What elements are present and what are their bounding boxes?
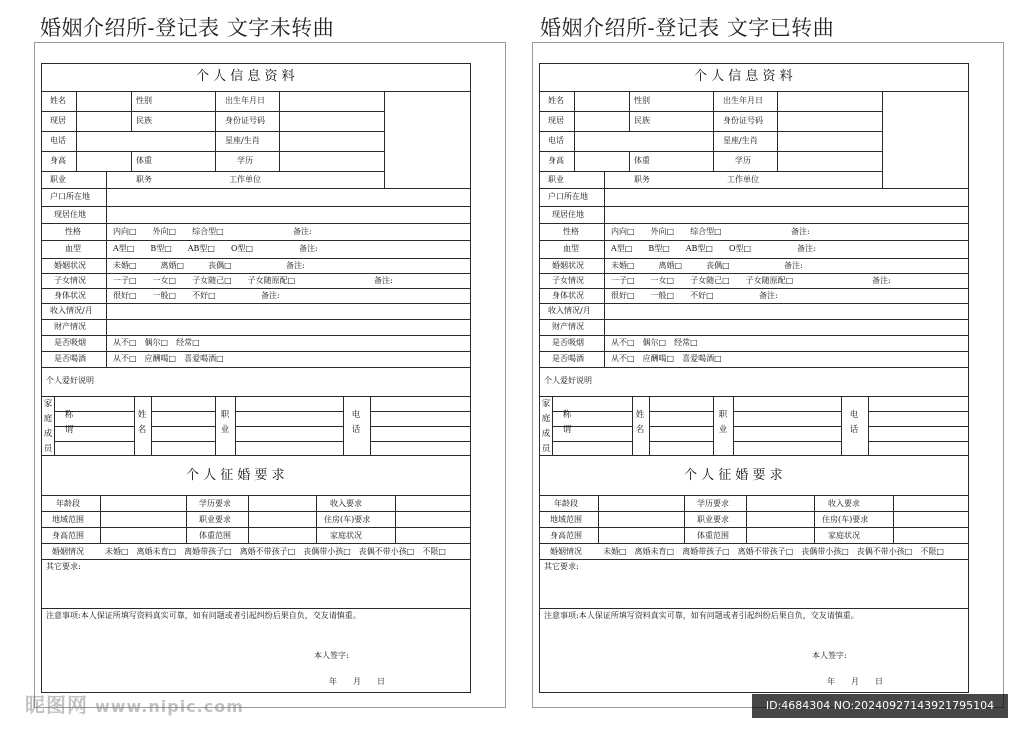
personal-info-header: 个 人 信 息 资 料 — [196, 69, 295, 84]
label-age-range: 年龄段 — [56, 499, 80, 508]
blood-note: 备注: — [299, 244, 318, 253]
label-age-range: 年龄段 — [554, 499, 578, 508]
label-position: 职务 — [136, 175, 152, 184]
health-note: 备注: — [759, 291, 778, 300]
label-family-job: 职业 — [718, 410, 728, 435]
label-smoke: 是否吸烟 — [54, 338, 86, 347]
label-height-range: 身高范围 — [550, 531, 582, 540]
label-income-request: 收入要求 — [330, 499, 362, 508]
label-smoke: 是否吸烟 — [552, 338, 584, 347]
health-options: 很好□ 一般□ 不好□ — [113, 291, 216, 300]
label-req-marital: 婚姻情况 — [52, 547, 84, 556]
label-family-relation: 称谓 — [562, 410, 572, 435]
label-job: 职业 — [548, 175, 564, 184]
label-assets: 财产情况 — [552, 322, 584, 331]
label-height: 身高 — [548, 156, 564, 165]
label-hobby: 个人爱好说明 — [46, 376, 94, 385]
nipic-watermark — [25, 690, 265, 720]
notice-text: 注意事项:本人保证所填写资料真实可靠，如有问题或者引起纠纷后果自负，交友请慎重。 — [46, 611, 361, 620]
blood-options: A型□ B型□ AB型□ O型□ — [113, 244, 254, 253]
label-family-name: 姓名 — [137, 410, 147, 435]
label-employer: 工作单位 — [229, 175, 261, 184]
label-phone: 电话 — [548, 136, 564, 145]
label-position: 职务 — [634, 175, 650, 184]
label-region-range: 地域范围 — [550, 515, 582, 524]
personality-note: 备注: — [293, 227, 312, 236]
smoke-options: 从不□ 偶尔□ 经常□ — [611, 338, 698, 347]
label-phone: 电话 — [50, 136, 66, 145]
label-income: 收入情况/月 — [548, 306, 591, 315]
label-income-request: 收入要求 — [828, 499, 860, 508]
label-zodiac: 星座/生肖 — [723, 136, 758, 145]
label-residence: 现居 — [548, 116, 564, 125]
label-family-phone: 电话 — [351, 410, 361, 435]
label-name: 姓名 — [548, 96, 564, 105]
right-form-panel — [532, 42, 1004, 708]
label-id-number: 身份证号码 — [723, 116, 763, 125]
label-assets: 财产情况 — [54, 322, 86, 331]
label-family-status: 家庭状况 — [330, 531, 362, 540]
health-options: 很好□ 一般□ 不好□ — [611, 291, 714, 300]
drink-options: 从不□ 应酬喝□ 喜爱喝酒□ — [611, 354, 722, 363]
children-options: 一子□ 一女□ 子女随己□ 子女随原配□ — [611, 276, 794, 285]
health-note: 备注: — [261, 291, 280, 300]
label-birth: 出生年月日 — [723, 96, 763, 105]
label-house-request: 住房(车)要求 — [324, 515, 371, 524]
notice-text: 注意事项:本人保证所填写资料真实可靠，如有问题或者引起纠纷后果自负，交友请慎重。 — [544, 611, 859, 620]
label-weight: 体重 — [136, 156, 152, 165]
label-edu-request: 学历要求 — [697, 499, 729, 508]
blood-options: A型□ B型□ AB型□ O型□ — [611, 244, 752, 253]
children-options: 一子□ 一女□ 子女随己□ 子女随原配□ — [113, 276, 296, 285]
marriage-request-header: 个 人 征 婚 要 求 — [684, 468, 783, 483]
label-residence: 现居 — [50, 116, 66, 125]
date-label: 年 月 日 — [329, 677, 385, 686]
label-health: 身体状况 — [552, 291, 584, 300]
date-label: 年 月 日 — [827, 677, 883, 686]
label-hukou: 户口所在地 — [50, 192, 90, 201]
marital-note: 备注: — [286, 261, 305, 270]
label-drink: 是否喝酒 — [54, 354, 86, 363]
label-weight: 体重 — [634, 156, 650, 165]
personality-options: 内向□ 外向□ 综合型□ — [113, 227, 224, 236]
label-job-request: 职业要求 — [199, 515, 231, 524]
marital-options: 未婚□ 离婚□ 丧偶□ — [113, 261, 232, 270]
label-personality: 性格 — [65, 227, 81, 236]
marital-options: 未婚□ 离婚□ 丧偶□ — [611, 261, 730, 270]
label-height: 身高 — [50, 156, 66, 165]
drink-options: 从不□ 应酬喝□ 喜爱喝酒□ — [113, 354, 224, 363]
label-family-job: 职业 — [220, 410, 230, 435]
watermark-logo: 昵图网 — [25, 693, 88, 717]
label-children: 子女情况 — [54, 276, 86, 285]
left-form-panel — [34, 42, 506, 708]
label-employer: 工作单位 — [727, 175, 759, 184]
label-job: 职业 — [50, 175, 66, 184]
image-id-bar: ID:4684304 NO:20240927143921795104 — [752, 694, 1008, 718]
label-health: 身体状况 — [54, 291, 86, 300]
right-title: 婚姻介绍所-登记表 文字已转曲 — [540, 16, 835, 40]
marital-note: 备注: — [784, 261, 803, 270]
label-zodiac: 星座/生肖 — [225, 136, 260, 145]
personality-options: 内向□ 外向□ 综合型□ — [611, 227, 722, 236]
label-id-number: 身份证号码 — [225, 116, 265, 125]
label-family-status: 家庭状况 — [828, 531, 860, 540]
req-marital-options: 未婚□ 离婚未育□ 离婚带孩子□ 离婚不带孩子□ 丧偶带小孩□ 丧偶不带小孩□ 不限□ — [603, 547, 944, 556]
label-family-members: 家庭成员 — [43, 399, 53, 454]
label-job-request: 职业要求 — [697, 515, 729, 524]
label-education: 学历 — [237, 156, 253, 165]
marriage-request-header: 个 人 征 婚 要 求 — [186, 468, 285, 483]
label-marital: 婚姻状况 — [552, 261, 584, 270]
label-name: 姓名 — [50, 96, 66, 105]
label-children: 子女情况 — [552, 276, 584, 285]
label-blood-type: 血型 — [65, 244, 81, 253]
label-hobby: 个人爱好说明 — [544, 376, 592, 385]
smoke-options: 从不□ 偶尔□ 经常□ — [113, 338, 200, 347]
label-birth: 出生年月日 — [225, 96, 265, 105]
label-ethnic: 民族 — [136, 116, 152, 125]
registration-form — [41, 63, 471, 693]
label-current-address: 现居住地 — [54, 210, 86, 219]
label-family-name: 姓名 — [635, 410, 645, 435]
label-blood-type: 血型 — [563, 244, 579, 253]
label-house-request: 住房(车)要求 — [822, 515, 869, 524]
children-note: 备注: — [872, 276, 891, 285]
label-drink: 是否喝酒 — [552, 354, 584, 363]
label-gender: 性别 — [136, 96, 152, 105]
req-marital-options: 未婚□ 离婚未育□ 离婚带孩子□ 离婚不带孩子□ 丧偶带小孩□ 丧偶不带小孩□ 不限□ — [105, 547, 446, 556]
label-personality: 性格 — [563, 227, 579, 236]
label-other-requests: 其它要求: — [46, 562, 81, 571]
label-edu-request: 学历要求 — [199, 499, 231, 508]
label-hukou: 户口所在地 — [548, 192, 588, 201]
label-ethnic: 民族 — [634, 116, 650, 125]
label-marital: 婚姻状况 — [54, 261, 86, 270]
label-family-phone: 电话 — [849, 410, 859, 435]
children-note: 备注: — [374, 276, 393, 285]
label-education: 学历 — [735, 156, 751, 165]
blood-note: 备注: — [797, 244, 816, 253]
left-title: 婚姻介绍所-登记表 文字未转曲 — [40, 16, 335, 40]
signature-label: 本人签字: — [314, 651, 349, 660]
label-family-relation: 称谓 — [64, 410, 74, 435]
personality-note: 备注: — [791, 227, 810, 236]
label-req-marital: 婚姻情况 — [550, 547, 582, 556]
registration-form-outlined — [539, 63, 969, 693]
signature-label: 本人签字: — [812, 651, 847, 660]
label-family-members: 家庭成员 — [541, 399, 551, 454]
label-other-requests: 其它要求: — [544, 562, 579, 571]
label-gender: 性别 — [634, 96, 650, 105]
label-current-address: 现居住地 — [552, 210, 584, 219]
label-weight-range: 体重范围 — [697, 531, 729, 540]
label-income: 收入情况/月 — [50, 306, 93, 315]
watermark-site: www.nipic.com — [94, 697, 244, 716]
personal-info-header: 个 人 信 息 资 料 — [694, 69, 793, 84]
label-height-range: 身高范围 — [52, 531, 84, 540]
label-region-range: 地域范围 — [52, 515, 84, 524]
label-weight-range: 体重范围 — [199, 531, 231, 540]
